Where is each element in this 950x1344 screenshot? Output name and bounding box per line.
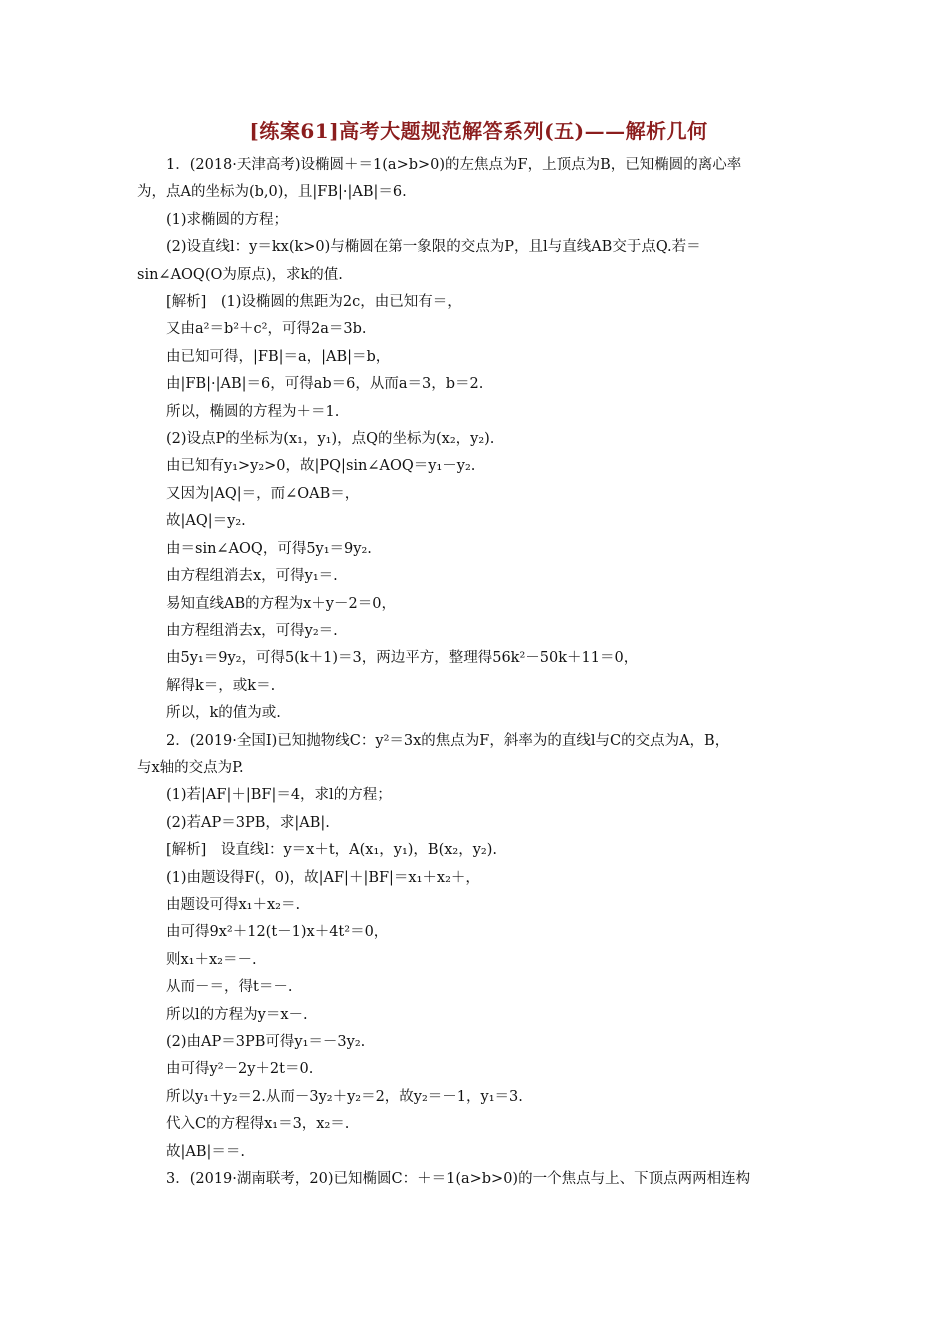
text-line: 从而－＝，得t＝－. [166,979,293,996]
text-line: 所以，k的值为或. [166,705,281,722]
text-line: 代入C的方程得x₁＝3，x₂＝. [166,1116,350,1133]
text-line: (2)设直线l：y＝kx(k>0)与椭圆在第一象限的交点为P，且l与直线AB交于点Q.若＝ [166,239,701,256]
text-line: [解析] 设直线l：y＝x＋t，A(x₁，y₁)，B(x₂，y₂). [166,842,497,859]
text-line: 由＝sin∠AOQ，可得5y₁＝9y₂. [166,540,372,557]
text-line: 由可得9x²＋12(t－1)x＋4t²＝0， [166,924,389,941]
text-line: 故|AQ|＝y₂. [166,513,246,530]
document-body [137,152,820,1193]
text-line: [解析] (1)设椭圆的焦距为2c，由已知有＝， [166,294,462,311]
text-line: 所以，椭圆的方程为＋＝1. [166,403,340,420]
text-line: 由已知有y₁>y₂>0，故|PQ|sin∠AOQ＝y₁－y₂. [166,458,476,475]
text-line: 故|AB|＝＝. [166,1143,246,1160]
text-line: 与x轴的交点为P. [137,759,244,776]
text-line: 所以l的方程为y＝x－. [166,1006,308,1023]
text-line: 2．(2019·全国Ⅰ)已知抛物线C：y²＝3x的焦点为F，斜率为的直线l与C的交点为A，B， [166,732,730,749]
document-title: [练案61]高考大题规范解答系列(五)——解析几何 [249,119,708,143]
text-line: 3．(2019·湖南联考，20)已知椭圆C：＋＝1(a>b>0)的一个焦点与上、下顶点两两相连构 [166,1171,751,1188]
text-line: (1)求椭圆的方程； [166,211,289,228]
text-line: (1)若|AF|＋|BF|＝4，求l的方程； [166,787,392,804]
text-line: 由已知可得，|FB|＝a，|AB|＝b， [166,348,391,365]
text-line: (2)设点P的坐标为(x₁，y₁)，点Q的坐标为(x₂，y₂). [166,431,495,448]
text-line: (2)若AP＝3PB，求|AB|. [166,814,330,831]
text-line: 由可得y²－2y＋2t＝0. [166,1061,314,1078]
text-line: 又因为|AQ|＝，而∠OAB＝， [166,485,360,502]
text-line: 解得k＝，或k＝. [166,677,276,694]
text-line: (1)由题设得F(，0)，故|AF|＋|BF|＝x₁＋x₂＋， [166,869,480,886]
text-line: 由方程组消去x，可得y₂＝. [166,622,338,639]
text-line: 由题设可得x₁＋x₂＝. [166,896,301,913]
text-line: 由方程组消去x，可得y₁＝. [166,568,338,585]
text-line: 所以y₁＋y₂＝2.从而－3y₂＋y₂＝2，故y₂＝－1，y₁＝3. [166,1088,523,1105]
text-line: 由5y₁＝9y₂，可得5(k＋1)＝3，两边平方，整理得56k²－50k＋11＝0， [166,650,639,667]
text-line: 则x₁＋x₂＝－. [166,951,257,968]
text-line: (2)由AP＝3PB可得y₁＝－3y₂. [166,1034,366,1050]
text-line: sin∠AOQ(O为原点)，求k的值. [137,266,343,283]
text-line: 又由a²＝b²＋c²，可得2a＝3b. [166,321,367,338]
text-line: 为，点A的坐标为(b,0)，且|FB|·|AB|＝6. [137,184,407,201]
text-line: 1．(2018·天津高考)设椭圆＋＝1(a>b>0)的左焦点为F，上顶点为B，已知椭圆的离心率 [166,157,742,173]
text-line: 易知直线AB的方程为x＋y－2＝0， [166,595,396,612]
text-line: 由|FB|·|AB|＝6，可得ab＝6，从而a＝3，b＝2. [166,376,484,393]
